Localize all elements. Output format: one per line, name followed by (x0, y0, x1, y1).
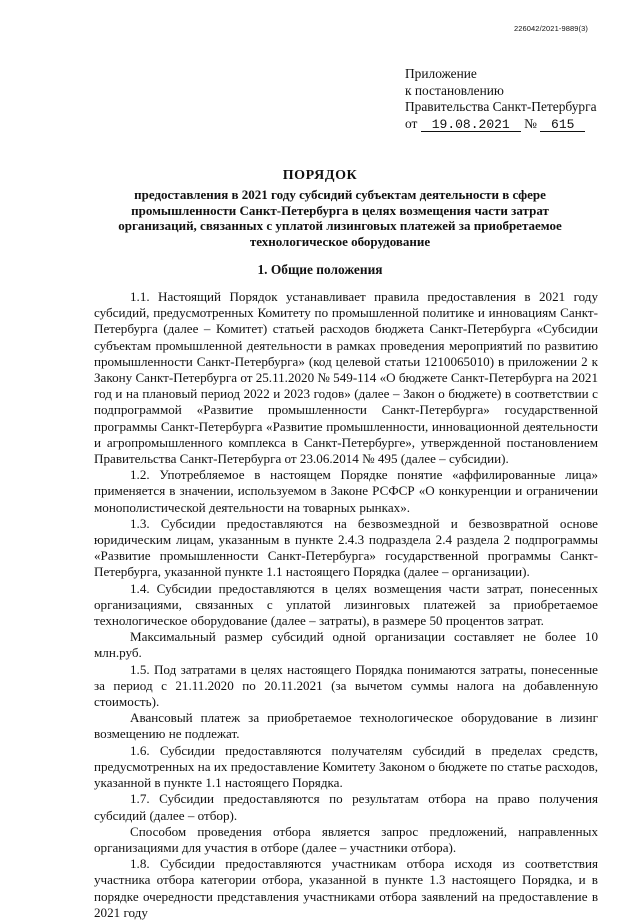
appendix-line-2: к постановлению (405, 82, 504, 98)
number-prefix: № (524, 115, 537, 131)
appendix-date-line (405, 116, 597, 133)
paragraph-advance-payment: Авансовый платеж за приобретаемое технологическое оборудование в лизинг возмещению не подлежат. (94, 710, 598, 742)
paragraph-1-7: 1.7. Субсидии предоставляются по результатам отбора на право получения субсидий (далее – отбор). (94, 791, 598, 823)
paragraph-1-2: 1.2. Употребляемое в настоящем Порядке понятие «аффилированные лица» применяется в значении, используемом в Законе РСФСР «О конкуренции и ограничении монополистической деятельности на товарных рынках». (94, 467, 598, 515)
section-heading: 1. Общие положения (257, 262, 383, 277)
paragraph-1-6: 1.6. Субсидии предоставляются получателям субсидий в пределах средств, предусмотренных на их предоставление Комитету Законом о бюджете по статье расходов, указанной в пункте 1.1 настоящего Порядка. (94, 742, 598, 791)
paragraph-1-8: 1.8. Субсидии предоставляются участникам отбора исходя из соответствия участника отбора категории отбора, указанной в пункте 1.3 настоящего Порядка, и в порядке очередности представления участниками отбора заявлений на предоставление в 2021 году (94, 856, 598, 920)
paragraph-1-4: 1.4. Субсидии предоставляются в целях возмещения части затрат, понесенных организациями, связанных с уплатой лизинговых платежей за приобретаемое технологическое оборудование (далее – затраты), в размере 50 процентов затрат. (94, 580, 598, 629)
paragraph-1-5: 1.5. Под затратами в целях настоящего Порядка понимаются затраты, понесенные за период с 21.11.2020 по 20.11.2021 (за вычетом суммы налога на добавленную стоимость). (94, 661, 598, 710)
document-subtitle: предоставления в 2021 году субсидий субъектам деятельности в сфере промышленности Санкт-Петербурга в целях возмещения части затрат организаций, связанных с уплатой лизинговых платежей за приобретаемое технологическое оборудование (118, 187, 562, 249)
paragraph-selection-method: Способом проведения отбора является запрос предложений, направленных организациями для участия в отборе (далее – участники отбора). (94, 823, 598, 855)
paragraph-1-3: 1.3. Субсидии предоставляются на безвозмездной и безвозвратной основе юридическим лицам, указанным в пункте 2.4.3 подраздела 2.4 раздела 2 подпрограммы «Развитие промышленности Санкт-Петербурга» государственной программы Санкт-Петербурга, указанной пункте 1.1 настоящего Порядка (далее – организации). (94, 515, 598, 580)
document-registration-number: 226042/2021-9889(3) (513, 24, 588, 33)
decree-number: 615 (540, 118, 585, 132)
date-prefix: от (405, 115, 418, 131)
document-title: ПОРЯДОК (282, 168, 358, 183)
appendix-block (405, 66, 597, 132)
appendix-line-1: Приложение (405, 66, 477, 81)
paragraph-1-1: 1.1. Настоящий Порядок устанавливает правила предоставления в 2021 году субсидий, предусмотренных Комитету по промышленной политике и инновациям Санкт-Петербурга (далее – Комитет) статьей расходов бюджета Санкт-Петербурга «Субсидии субъектам промышленной деятельности в рамках проведения мероприятий по развитию промышленности Санкт-Петербурга» (код целевой статьи 1210065010) в приложении 2 к Закону Санкт-Петербурга от 25.11.2020 № 549-114 «О бюджете Санкт-Петербурга на 2021 год и на плановый период 2022 и 2023 годов» (далее – Закон о бюджете) в соответствии с подпрограммой «Развитие промышленности Санкт-Петербурга» государственной программы Санкт-Петербурга «Развитие промышленности, инновационной деятельности и агропромышленного комплекса в Санкт-Петербурге», утвержденной постановлением Правительства Санкт-Петербурга от 23.06.2014 № 495 (далее – субсидии). (94, 289, 598, 467)
paragraph-max-amount: Максимальный размер субсидий одной организации составляет не более 10 млн.руб. (94, 629, 598, 661)
document-body (94, 289, 598, 921)
decree-date: 19.08.2021 (421, 118, 521, 132)
appendix-line-3: Правительства Санкт-Петербурга (405, 99, 597, 114)
